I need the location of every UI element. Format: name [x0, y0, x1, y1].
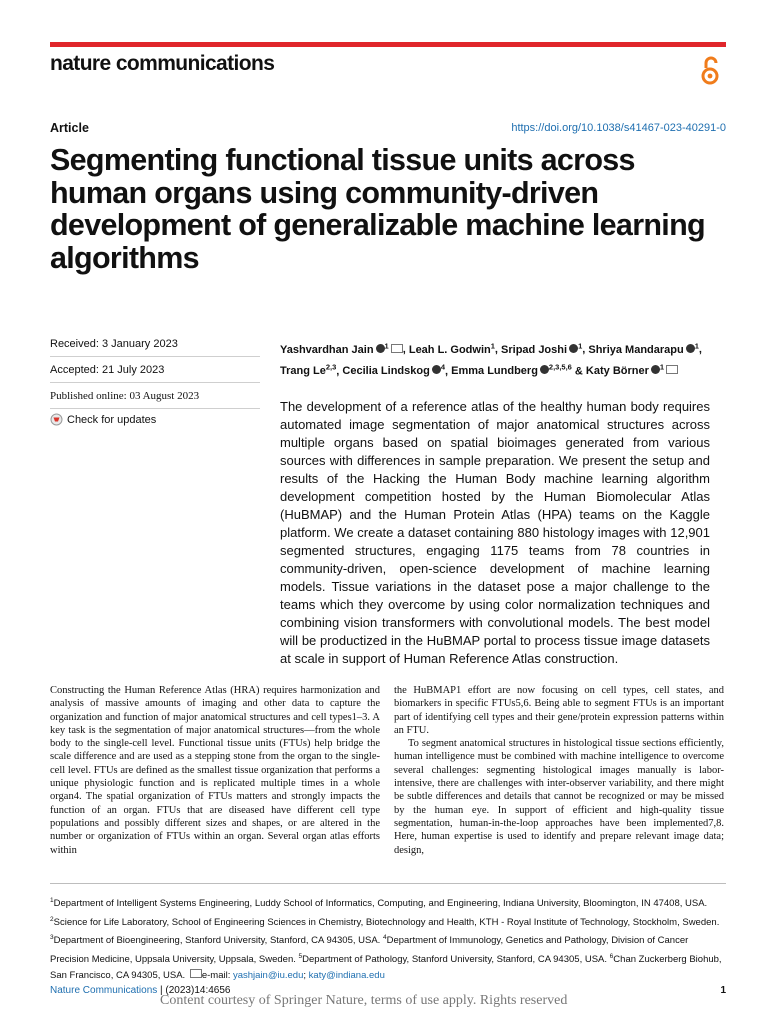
email-link[interactable]: katy@indiana.edu: [308, 969, 385, 981]
check-for-updates-button[interactable]: [50, 413, 156, 426]
author[interactable]: [342, 362, 445, 378]
author-separator: ,: [494, 343, 502, 356]
author-separator: ,: [402, 343, 409, 356]
affiliation-divider: [50, 883, 726, 884]
author-affiliation-sup: 1: [384, 341, 389, 350]
page-number: 1: [720, 985, 726, 996]
author-separator: ,: [698, 343, 702, 356]
check-updates-label: Check for updates: [67, 413, 157, 426]
email-separator: ;: [303, 969, 309, 981]
body-paragraph: To segment anatomical structures in histological tissue sections efficiently, human intelligence must be combined with machine intelligence to overcome several challenges: segmenting histological images manually is labor-intensive, there are challenges with inter-observer variability, and there might be subtle differences and details that cannot be recognized or may be missed by the human eye. In support of efficient and high-quality tissue segmentation, human-in-the-loop approaches have been implemented7,8. Here, human expertise is used to identify and prepare relevant image data; design,: [394, 738, 724, 856]
header-red-rule: [50, 42, 726, 47]
courtesy-notice: Content courtesy of Springer Nature, terms of use apply. Rights reserved: [160, 993, 568, 1008]
body-column-left: [50, 684, 380, 857]
abstract: The development of a reference atlas of the healthy human body requires automated image segmentation of major anatomical structures across multiple organs based on spatial bioimages generated from various sources with differences in sample preparation. We present the setup and results of the Hacking the Human Body machine learning algorithm development competition hosted by the Human Biomolecular Atlas (HuBMAP) and the Human Protein Atlas (HPA) teams on the Kaggle platform. We create a dataset containing 880 histology images with 12,901 segmented structures, engaging 1175 teams from 78 countries in community-driven, open-science development of machine learning models. Tissue variations in the dataset pose a major challenge to the teams which they overcome by using color normalization techniques and combining vision transformers with convolutional models. The best model will be productized in the HuBMAP portal to process tissue image datasets at scale in support of Human Reference Atlas construction.: [280, 399, 710, 666]
author[interactable]: [588, 341, 699, 356]
author-affiliation-sup: 1: [694, 341, 699, 350]
doi-link[interactable]: https://doi.org/10.1038/s41467-023-40291-0: [511, 122, 726, 134]
journal-name: nature communications: [50, 52, 275, 75]
affiliation-number: 3: [50, 934, 54, 942]
footer-volume: | (2023)14:4656: [157, 985, 231, 996]
email-label: e-mail:: [201, 969, 233, 981]
affiliation-text: Department of Immunology, Genetics and Pathology, Division of Cancer Precision Medicine, Uppsala University, Uppsala, Sweden.: [50, 935, 689, 966]
author-affiliation-sup: 1: [490, 341, 495, 350]
author-affiliation-sup: 1: [659, 362, 665, 372]
body-paragraph: Constructing the Human Reference Atlas (HRA) requires harmonization and analysis of massive amounts of imaging and other data to capture the organization and function of major anatomical structures and cell types1–3. A key task is the segmentation of major anatomical structures—from the whole body to the single-cell level. Functional tissue units (FTUs) help bridge the scale difference and are used as a stepping stone from the organ to the single-cell level. FTUs are defined as the smallest tissue organization that performs a unique physiologic function and is replicated multiple times in a whole organ4. The spatial organization of FTUs matters and strongly impacts the function of an organ. FTUs that are diseased have different cell type populations and possibly different sizes and shapes, or are altered in the number or organization of FTUs within an organ. Several organ atlas efforts within: [50, 685, 380, 856]
affiliation-number: 1: [50, 897, 54, 904]
body-column-right: [394, 684, 724, 857]
affiliation-text: Chan Zuckerberg Biohub, San Francisco, CA 94305, USA.: [50, 954, 722, 981]
author-name: Leah L. Godwin: [408, 343, 491, 356]
orcid-icon[interactable]: [651, 365, 660, 374]
affiliation-number: 4: [382, 934, 387, 942]
author-separator: &: [571, 365, 586, 378]
orcid-icon[interactable]: [686, 344, 695, 353]
author[interactable]: [280, 341, 403, 356]
check-updates-icon: [50, 413, 63, 426]
body-paragraph: the HuBMAP1 effort are now focusing on cell types, cell states, and biomarkers in specific FTUs5,6. Being able to segment FTUs is an important part of identifying cell types and their gene/protein expression patterns within an FTU.: [394, 685, 724, 736]
open-access-icon: [700, 55, 720, 87]
affiliation-number: 6: [609, 952, 614, 960]
author-separator: ,: [445, 365, 452, 378]
author[interactable]: [501, 341, 583, 356]
author-list: [280, 337, 728, 380]
author[interactable]: [280, 362, 337, 378]
footer-journal[interactable]: Nature Communications: [50, 985, 158, 996]
affiliation-number: 2: [50, 915, 54, 923]
author-name: Sripad Joshi: [501, 343, 568, 356]
author-name: Trang Le: [280, 365, 326, 378]
author-separator: ,: [336, 365, 343, 378]
mail-icon[interactable]: [391, 344, 403, 353]
received-date: Received: 3 January 2023: [50, 338, 260, 357]
mail-icon: [190, 969, 202, 978]
article-type: Article: [50, 121, 89, 135]
orcid-icon[interactable]: [569, 344, 578, 353]
affiliation-number: 5: [298, 952, 303, 960]
affiliation-text: Science for Life Laboratory, School of Engineering Sciences in Chemistry, Biotechnology and Health, KTH - Royal Institute of Technology, Stockholm, Sweden.: [53, 916, 720, 928]
published-date: Published online: 03 August 2023: [50, 390, 260, 409]
orcid-icon[interactable]: [376, 344, 385, 353]
affiliations: [50, 893, 726, 983]
orcid-icon[interactable]: [432, 365, 441, 374]
author[interactable]: [451, 362, 572, 378]
affiliation-text: Department of Bioengineering, Stanford University, Stanford, CA 94305, USA.: [53, 935, 383, 947]
orcid-icon[interactable]: [540, 365, 549, 374]
author[interactable]: [585, 362, 678, 378]
email-link[interactable]: yashjain@iu.edu: [232, 969, 304, 981]
author-affiliation-sup: 2,3: [325, 362, 337, 372]
affiliation-text: Department of Pathology, Stanford University, Stanford, CA 94305, USA.: [302, 954, 610, 966]
author-name: Yashvardhan Jain: [280, 343, 374, 356]
author-separator: ,: [582, 343, 589, 356]
author-affiliation-sup: 2,3,5,6: [548, 362, 572, 372]
author[interactable]: [408, 341, 495, 356]
author-name: Emma Lundberg: [451, 365, 538, 378]
author-affiliation-sup: 4: [440, 362, 445, 372]
author-affiliation-sup: 1: [578, 341, 583, 350]
author-name: Cecilia Lindskog: [342, 365, 430, 378]
accepted-date: Accepted: 21 July 2023: [50, 364, 260, 383]
mail-icon[interactable]: [666, 365, 678, 374]
article-title: Segmenting functional tissue units across human organs using community-driven development of generalizable machine learning algorithms: [50, 143, 705, 275]
author-name: Shriya Mandarapu: [588, 343, 684, 356]
affiliation-text: Department of Intelligent Systems Engineering, Luddy School of Informatics, Computing, and Engineering, Indiana University, Bloomington, IN 47408, USA.: [53, 898, 708, 910]
author-name: Katy Börner: [585, 365, 649, 378]
